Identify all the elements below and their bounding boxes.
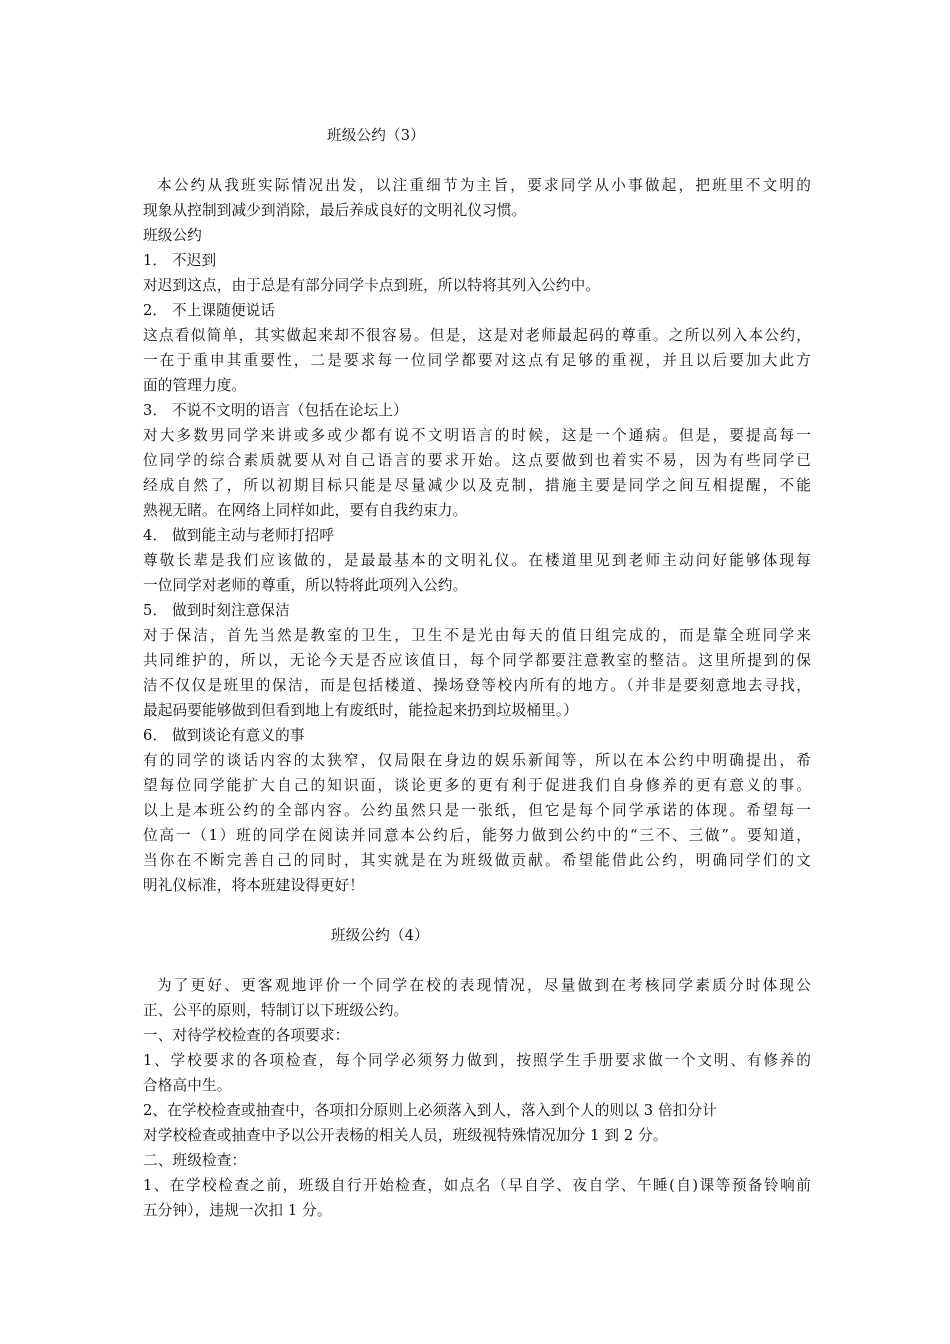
paragraph-line: 尊敬长辈是我们应该做的，是最最基本的文明礼仪。在楼道里见到老师主动问好能够体现每 [143,552,811,569]
paragraph-line: 望每位同学能扩大自己的知识面，谈论更多的更有利于促进我们自身修养的更有意义的事。 [143,777,811,794]
paragraph-line: 位同学的综合素质就要从对自己语言的要求开始。这点要做到也着实不易，因为有些同学已 [143,452,811,469]
paragraph-line: 这点看似简单，其实做起来却不很容易。但是，这是对老师最起码的尊重。之所以列入本公约， [143,327,811,344]
paragraph-line: 熟视无睹。在网络上同样如此，要有自我约束力。 [143,502,468,519]
paragraph-line: 本公约从我班实际情况出发，以注重细节为主旨，要求同学从小事做起，把班里不文明的 [157,177,811,194]
paragraph-line: 对于保洁，首先当然是教室的卫生，卫生不是光由每天的值日组完成的，而是靠全班同学来 [143,627,811,644]
paragraph-line: 有的同学的谈话内容的太狭窄，仅局限在身边的娱乐新闻等，所以在本公约中明确提出，希 [143,752,811,769]
paragraph-line: 合格高中生。 [143,1077,232,1094]
paragraph-line: 最起码要能够做到但看到地上有废纸时，能捡起来扔到垃圾桶里。） [143,702,579,719]
paragraph-line: 面的管理力度。 [143,377,247,394]
subheading: 班级公约 [143,227,202,244]
paragraph-line: 一在于重申其重要性，二是要求每一位同学都要对这点有足够的重视，并且以后要加大此方 [143,352,811,369]
rule-heading: 3． 不说不文明的语言（包括在论坛上） [143,402,408,419]
rule-heading: 6． 做到谈论有意义的事 [143,727,305,744]
subheading: 一、对待学校检查的各项要求： [143,1027,350,1044]
paragraph-line: 以上是本班公约的全部内容。公约虽然只是一张纸，但它是每个同学承诺的体现。希望每一 [143,802,811,819]
paragraph-line: 一位同学对老师的尊重，所以特将此项列入公约。 [143,577,468,594]
paragraph-line: 当你在不断完善自己的同时，其实就是在为班级做贡献。希望能借此公约，明确同学们的文 [143,852,811,869]
rule-heading: 1． 不迟到 [143,252,217,269]
paragraph-line: 1、学校要求的各项检查，每个同学必须努力做到，按照学生手册要求做一个文明、有修养的 [143,1052,811,1069]
rule-heading: 4． 做到能主动与老师打招呼 [143,527,335,544]
paragraph-line: 1、在学校检查之前，班级自行开始检查，如点名（早自学、夜自学、午睡(自)课等预备铃响前 [143,1177,811,1194]
paragraph-line: 现象从控制到减少到消除，最后养成良好的文明礼仪习惯。 [143,202,527,219]
rule-heading: 2． 不上课随便说话 [143,302,276,319]
paragraph-line: 对迟到这点，由于总是有部分同学卡点到班，所以特将其列入公约中。 [143,277,601,294]
rule-heading: 5． 做到时刻注意保洁 [143,602,290,619]
paragraph-line: 为了更好、更客观地评价一个同学在校的表现情况，尽量做到在考核同学素质分时体现公 [157,977,811,994]
paragraph-line: 明礼仪标准，将本班建设得更好！ [143,877,365,894]
paragraph-line: 正、公平的原则，特制订以下班级公约。 [143,1002,409,1019]
paragraph-line: 2、在学校检查或抽查中，各项扣分原则上必须落入到人，落入到个人的则以 3 倍扣分计 [143,1102,717,1119]
paragraph-line: 位高一（1）班的同学在阅读并同意本公约后，能努力做到公约中的“三不、三做”。要知道， [143,827,811,844]
paragraph-line: 五分钟），违规一次扣 1 分。 [143,1202,332,1219]
paragraph-line: 对学校检查或抽查中予以公开表杨的相关人员，班级视特殊情况加分 1 到 2 分。 [143,1127,668,1144]
paragraph-line: 洁不仅仅是班里的保洁，而是包括楼道、操场登等校内所有的地方。（并非是要刻意地去寻找， [143,677,811,694]
paragraph-line: 经成自然了，所以初期目标只能是尽量减少以及克制，措施主要是同学之间互相提醒，不能 [143,477,811,494]
subheading: 二、班级检查： [143,1152,247,1169]
paragraph-line: 共同维护的，所以，无论今天是否应该值日，每个同学都要注意教室的整洁。这里所提到的保 [143,652,811,669]
paragraph-line: 对大多数男同学来讲或多或少都有说不文明语言的时候，这是一个通病。但是，要提高每一 [143,427,811,444]
section-3-title: 班级公约（3） [327,127,425,144]
section-4-title: 班级公约（4） [331,927,429,944]
